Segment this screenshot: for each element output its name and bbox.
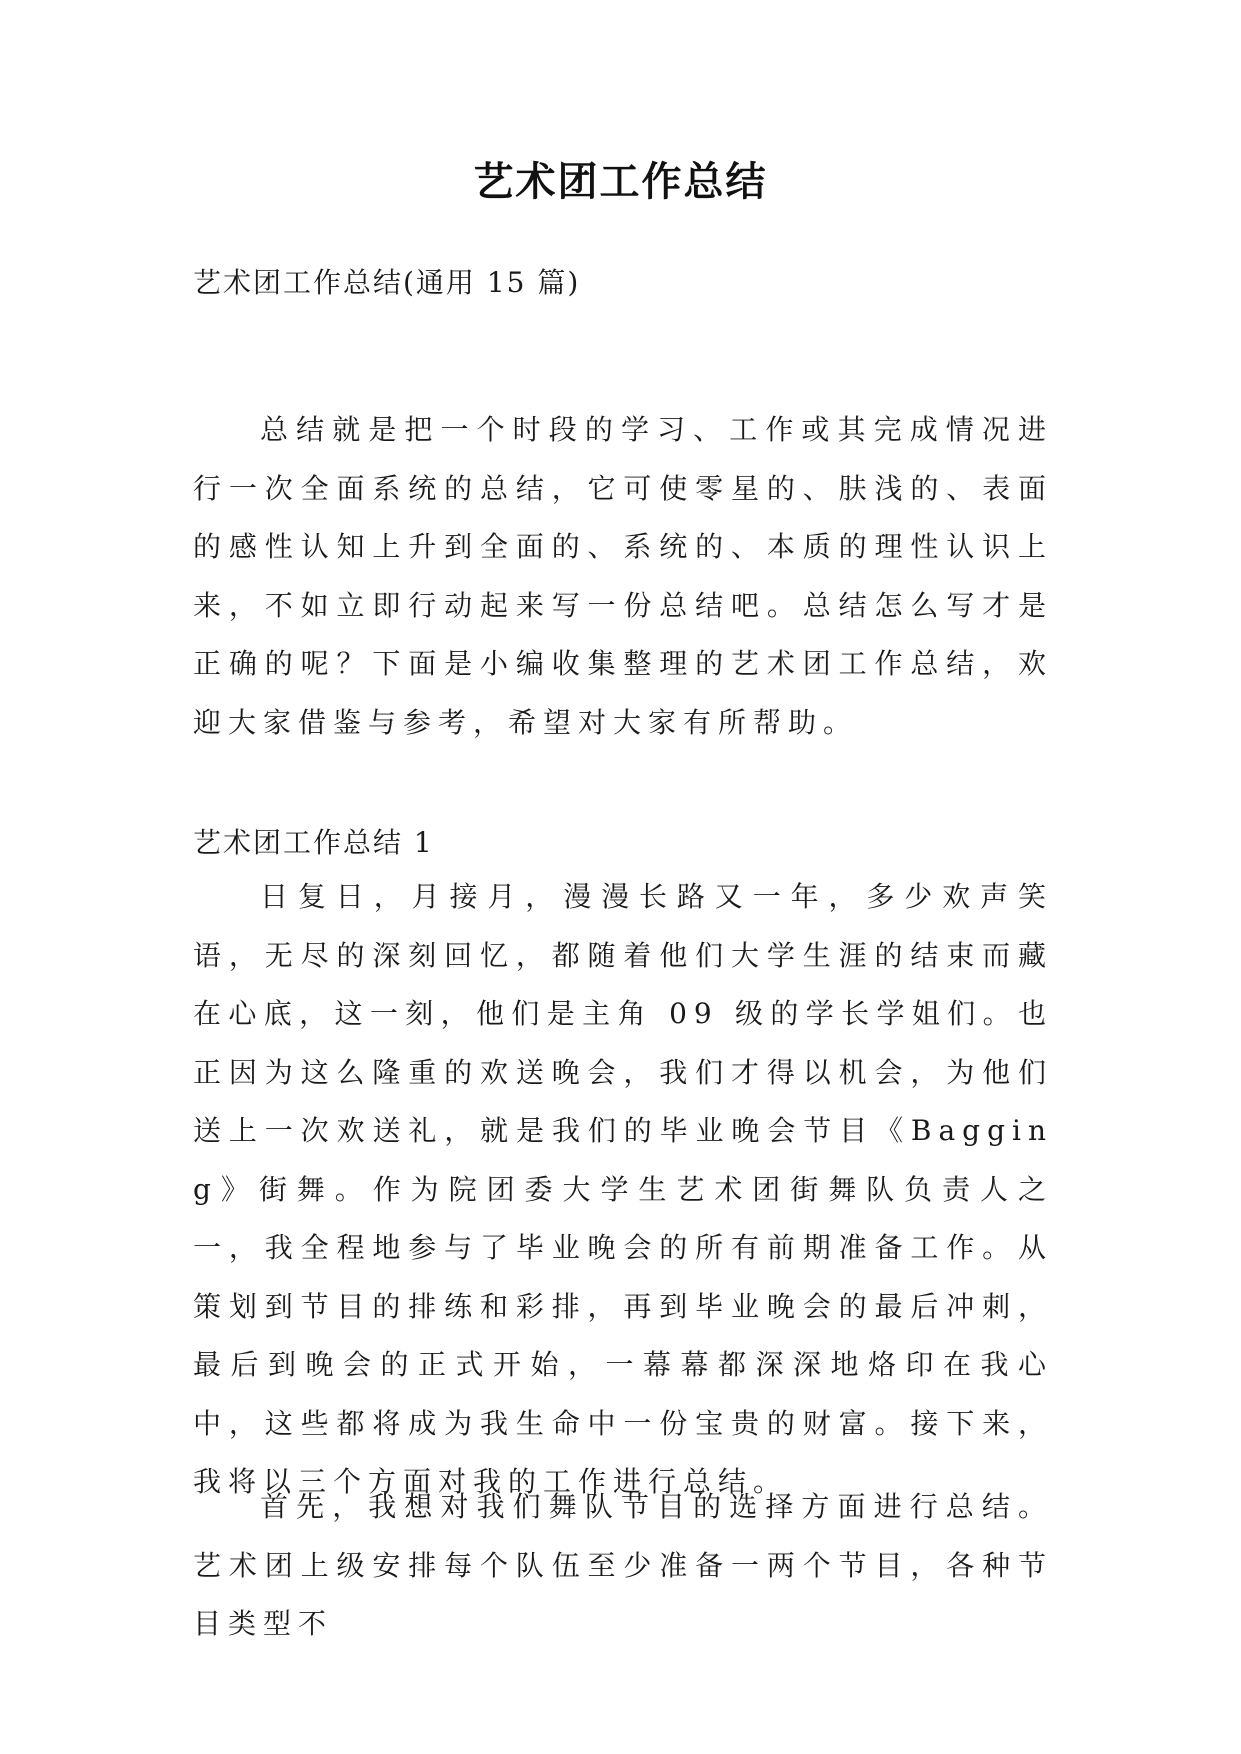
body-paragraph: 首先，我想对我们舞队节目的选择方面进行总结。艺术团上级安排每个队伍至少准备一两个节目，各种节目类型不: [193, 1490, 1053, 1640]
intro-paragraph: 总结就是把一个时段的学习、工作或其完成情况进行一次全面系统的总结，它可使零星的、肤浅的、表面的感性认知上升到全面的、系统的、本质的理性认识上来，不如立即行动起来写一份总结吧。总结怎么写才是正确的呢？下面是小编收集整理的艺术团工作总结，欢迎大家借鉴与参考，希望对大家有所帮助。: [193, 413, 1053, 739]
document-title: 艺术团工作总结: [473, 159, 768, 205]
body-paragraph: 日复日，月接月，漫漫长路又一年，多少欢声笑语，无尽的深刻回忆，都随着他们大学生涯的结束而藏在心底，这一刻，他们是主角 09 级的学长学姐们。也正因为这么隆重的欢送晚会，我们才得以机会，为他们送上一次欢送礼，就是我们的毕业晚会节目《Bagging》街舞。作为院团委大学生艺术团街舞队负责人之一，我全程地参与了毕业晚会的所有前期准备工作。从策划到节目的排练和彩排，再到毕业晚会的最后冲刺，最后到晚会的正式开始，一幕幕都深深地烙印在我心中，这些都将成为我生命中一份宝贵的财富。接下来，我将以三个方面对我的工作进行总结。: [193, 880, 1053, 1498]
document-subtitle: 艺术团工作总结(通用 15 篇): [193, 266, 581, 299]
section-heading: 艺术团工作总结 1: [193, 826, 434, 859]
